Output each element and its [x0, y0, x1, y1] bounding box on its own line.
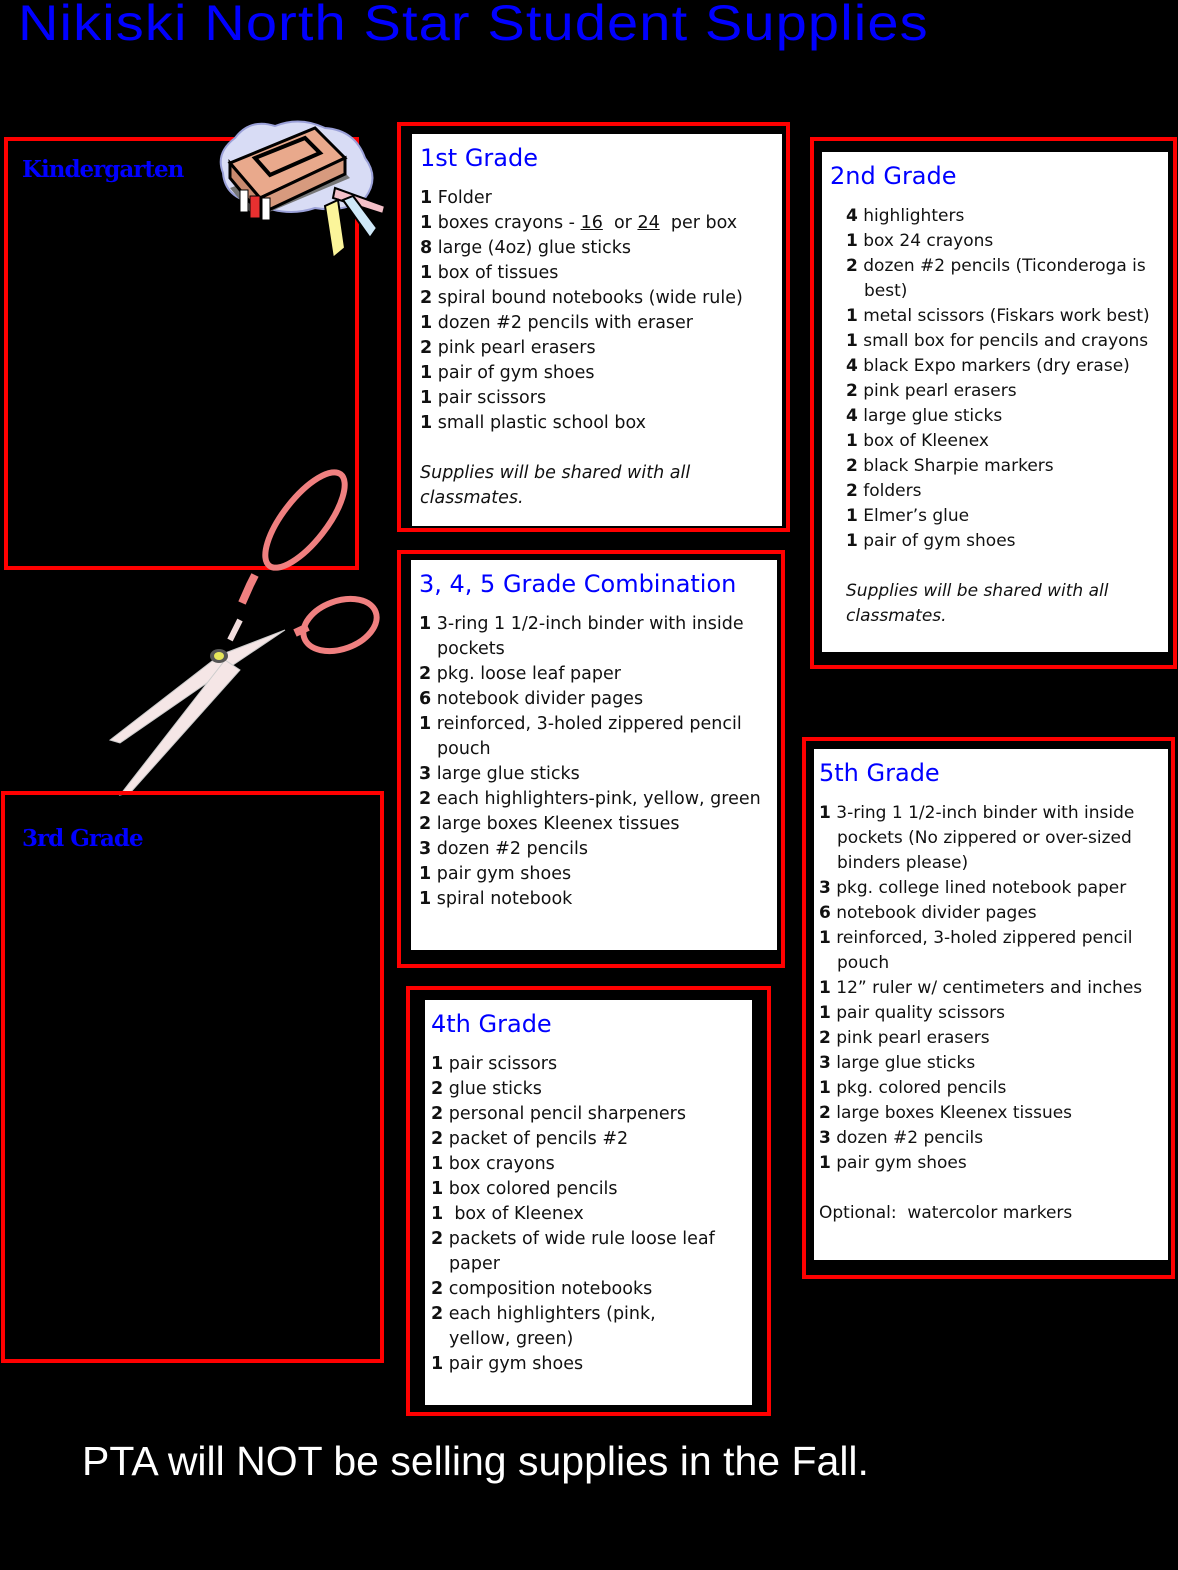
list-item: 2 pink pearl erasers: [846, 381, 1017, 401]
list-item: 1 pair of gym shoes: [846, 531, 1016, 551]
list-item: 1 12” ruler w/ centimeters and inches: [819, 978, 1143, 998]
shared-note: Supplies will be shared with all classmates.: [420, 463, 691, 508]
list-item: 1 small plastic school box: [420, 413, 646, 433]
first-grade-list: [412, 134, 782, 526]
optional-note: Optional: watercolor markers: [819, 1203, 1073, 1223]
fifth-grade-list: [814, 749, 1168, 1260]
list-item: 1 3-ring 1 1/2-inch binder with inside pockets: [419, 614, 744, 659]
list-item: 2 spiral bound notebooks (wide rule): [420, 288, 743, 308]
list-item: 2 pkg. loose leaf paper: [419, 664, 621, 684]
list-item: 1 dozen #2 pencils with eraser: [420, 313, 693, 333]
shared-note: Supplies will be shared with all classmates.: [846, 581, 1109, 626]
fifth-grade-heading: 5th Grade: [819, 759, 940, 787]
list-item: 3 dozen #2 pencils: [819, 1128, 984, 1148]
list-item: 2 pink pearl erasers: [420, 338, 596, 358]
list-item: 6 notebook divider pages: [419, 689, 644, 709]
list-item: 1 box of tissues: [420, 263, 559, 283]
list-item: 2 pink pearl erasers: [819, 1028, 990, 1048]
list-item: 4 large glue sticks: [846, 406, 1003, 426]
combo-345-heading: 3, 4, 5 Grade Combination: [419, 570, 737, 598]
list-item: 2 large boxes Kleenex tissues: [419, 814, 680, 834]
list-item: 6 notebook divider pages: [819, 903, 1037, 923]
list-item: 4 highlighters: [846, 206, 965, 226]
list-item: 1 pair quality scissors: [819, 1003, 1006, 1023]
list-item: 1 small box for pencils and crayons: [846, 331, 1149, 351]
list-item: 2 each highlighters (pink, yellow, green): [431, 1304, 656, 1349]
kindergarten-heading: Kindergarten: [22, 156, 184, 183]
third-grade-heading: 3rd Grade: [22, 825, 143, 852]
list-item: 1 Folder: [420, 188, 492, 208]
scissors-icon: [90, 455, 390, 805]
list-item: 1 3-ring 1 1/2-inch binder with inside pockets (No zippered or over-sized binders please): [819, 803, 1135, 873]
list-item: 1 box crayons: [431, 1154, 555, 1174]
first-grade-heading: 1st Grade: [420, 144, 538, 172]
fourth-grade-heading: 4th Grade: [431, 1010, 552, 1038]
third-grade-box: [1, 791, 384, 1363]
list-item: 1 reinforced, 3-holed zippered pencil pouch: [419, 714, 742, 759]
list-item: 1 reinforced, 3-holed zippered pencil pouch: [819, 928, 1133, 973]
list-item: 1 metal scissors (Fiskars work best): [846, 306, 1150, 326]
list-item: 1 pair gym shoes: [419, 864, 572, 884]
list-item: 3 pkg. college lined notebook paper: [819, 878, 1127, 898]
list-item: 2 folders: [846, 481, 922, 501]
page-title: Nikiski North Star Student Supplies: [18, 0, 929, 51]
list-item: 1 box colored pencils: [431, 1179, 618, 1199]
list-item: 1 box of Kleenex: [846, 431, 989, 451]
list-item: 2 composition notebooks: [431, 1279, 653, 1299]
list-item: 3 dozen #2 pencils: [419, 839, 588, 859]
list-item: 3 large glue sticks: [419, 764, 580, 784]
list-item: 2 each highlighters-pink, yellow, green: [419, 789, 761, 809]
list-item: 3 large glue sticks: [819, 1053, 976, 1073]
list-item: 1 box 24 crayons: [846, 231, 994, 251]
list-item: 2 glue sticks: [431, 1079, 542, 1099]
fourth-grade-list: [425, 1000, 752, 1405]
list-item: 1 spiral notebook: [419, 889, 573, 909]
list-item: 8 large (4oz) glue sticks: [420, 238, 632, 258]
list-item: 1 pair gym shoes: [819, 1153, 967, 1173]
chalkboard-eraser-icon: [205, 118, 395, 268]
list-item: 2 black Sharpie markers: [846, 456, 1054, 476]
list-item: 2 large boxes Kleenex tissues: [819, 1103, 1073, 1123]
list-item: 1 box of Kleenex: [431, 1204, 584, 1224]
list-item: 4 black Expo markers (dry erase): [846, 356, 1130, 376]
list-item: 1 pair scissors: [431, 1054, 558, 1074]
list-item: 2 packet of pencils #2: [431, 1129, 629, 1149]
list-item: 1 pair of gym shoes: [420, 363, 595, 383]
footer-notice: PTA will NOT be selling supplies in the Fall.: [82, 1438, 869, 1484]
list-item: 1 Elmer’s glue: [846, 506, 970, 526]
list-item: 1 pkg. colored pencils: [819, 1078, 1007, 1098]
list-item: 1 boxes crayons - 16 or 24 per box: [420, 213, 738, 233]
second-grade-heading: 2nd Grade: [830, 162, 957, 190]
list-item: 2 personal pencil sharpeners: [431, 1104, 686, 1124]
second-grade-list: [822, 152, 1168, 652]
list-item: 1 pair scissors: [420, 388, 547, 408]
list-item: 2 dozen #2 pencils (Ticonderoga is best): [846, 256, 1146, 301]
list-item: 1 pair gym shoes: [431, 1354, 584, 1374]
combo-345-list: [411, 560, 777, 950]
list-item: 2 packets of wide rule loose leaf paper: [431, 1229, 715, 1274]
